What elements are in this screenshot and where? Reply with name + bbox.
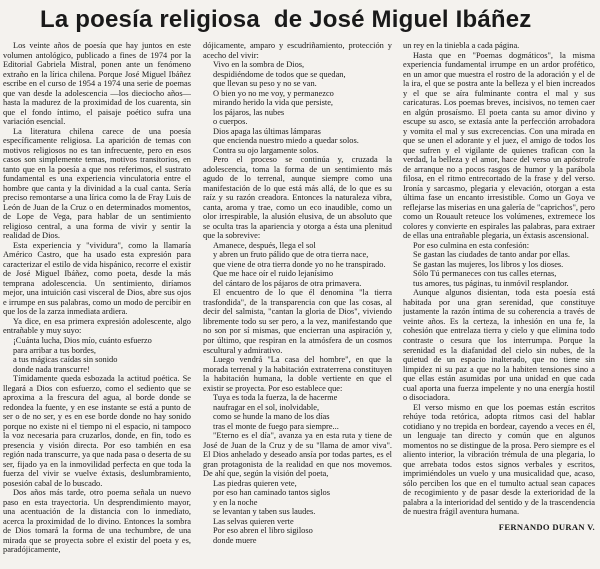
poem-line: tras el monte de fuego para siempre... — [213, 421, 339, 431]
column-1 — [3, 41, 191, 567]
paragraph: "Eterno es el día", avanza ya en esta ruta y tiene de José de Juan de la Cruz y de su "llama de amor viva". El Dios anhelado y deseado ansía por todas partes, es el gran protagonista de la realidad en que nos movemos. De ahí que, según la visión del poeta, — [203, 431, 392, 479]
poem-line: Por eso abren el libro sigiloso — [213, 526, 313, 536]
article-title — [40, 6, 580, 36]
paragraph: Esta experiencia y "vividura", como la llamaría Américo Castro, que ha usado esta expresión para caracterizar el estilo de vida hispánico, recorre el existir de José Miguel Ibáñez, como poeta, desde la más temprana adolescencia. Un sentimiento, diríamos mejor, una intuición casi visceral de Dios, abre sus ojos e irrumpe en sus palabras, como un modo de percibir en que los de la zarza inmediata ardiera. — [3, 240, 191, 317]
poem-line: que llevan su peso y no se van. — [213, 79, 317, 89]
poem-line: que viene de otra tierra donde yo no he transpirado. — [213, 259, 386, 269]
poem-line: como se hunde la mano de los días — [213, 412, 330, 422]
poem-line: Se gastan las mujeres, los libros y los dioses. — [413, 259, 564, 269]
poem-quote — [203, 479, 392, 546]
paragraph: La literatura chilena carece de una poesía específicamente religiosa. La aparición de temas con motivos religiosos no es tan infrecuente, pero en esos casos son simplemente temas, motivos transitorios, en tanto que en la poesía a que nos referimos, el sustrato fundamental es una experiencia vinculatoria entre el hombre que canta y la divinidad a la cual canta. Sería preciso remontarse a una lírica como la de Fray Luis de León de Juan de la Cruz o en determinados momentos, de Lope de Vega, para hablar de un sentimiento religioso central, a una forma de vivir y sentir la realidad de Dios. — [3, 126, 191, 241]
poem-line: para arribar a tus bordes, — [13, 345, 97, 355]
poem-line: Vivo en la sombra de Dios, — [213, 60, 305, 70]
poem-line: Tuya es toda la fuerza, la de hacerme — [213, 393, 338, 403]
poem-line: Dios apaga las últimas lámparas — [213, 126, 321, 136]
poem-line: Contra su ojo largamente solos. — [213, 145, 319, 155]
author-signature: FERNANDO DURAN V. — [498, 521, 595, 532]
paragraph: dójicamente, amparo y escudriñamiento, protección y acecho del vivir: — [203, 41, 392, 60]
paragraph: Hasta que en "Poemas dogmáticos", la misma experiencia fundamental irrumpe en un ardor profético, en un amor que muestra el rostro de la adoración y el de la ira, el que se postra ante la belleza y el bien increados y el que se aíra fulminante contra el mal y sus caricaturas. Los poemas breves, incisivos, no temen caer en algún prosaísmo. El poeta canta su amor divino y escupe su asco, se extasía ante la perfección arrobadora y vomita el mal y sus excrecencias. Con una mirada en que se unen el adorante y el juez, el amigo de todos los que sufren y el vigilante de quienes trafican con la verdad, la belleza y el amor, hace del verso un apóstrofe de arranque no a pocos rasgos de humor y la parábola filosa, en el ritmo entrecortado de la frase y del verso. Ironía y sarcasmo, plegaria y elevación, otorgan a esta última fase un encanto irresistible. Como un Goya ve reflejarse las miserias en una galería de "caprichos", pero como un Rouault reteuce los volúmenes, extremece los colores y convierte en espirales las palabras, para extraer de ellas una entrañable plegaria, un éxtasis ascensional. — [403, 50, 595, 241]
poem-line: naufragar en el sol, inolvidable, — [213, 402, 320, 412]
poem-line: despidiéndome de todos que se quedan, — [213, 69, 346, 79]
paragraph: un rey en la tiniebla a cada página. — [403, 41, 520, 50]
poem-line: se levantan y taben sus laudes. — [213, 507, 316, 517]
poem-line: ¡Cuánta lucha, Dios mío, cuánto esfuerzo — [13, 335, 152, 345]
title-part-2: de José Miguel Ibáñez — [273, 6, 532, 33]
poem-line: del cántaro de los pájaros de otra primavera. — [213, 278, 362, 288]
poem-line: donde nada transcurre! — [13, 364, 90, 374]
poem-line: Que me hace oír el ruido lejanísimo — [213, 269, 334, 279]
paragraph: Dos años más tarde, otro poema señala un nuevo paso en esta trayectoria. Un desprendimiento mayor, una acentuación de la distancia con lo inmediato, acerca la proximidad de lo divino. Entonces la sombra de Dios tomará la forma de una techumbre, de una mirada que se proyecta sobre el existir del poeta y es, paradójicamente, — [3, 488, 191, 555]
poem-line: Las piedras quieren vete, — [213, 478, 297, 488]
paragraph: Luego vendrá "La casa del hombre", en que la morada terrenal y la habitación extraterrena constituyen la habitación humana, la doble vertiente en que el existir se proyecta. Por eso establece que: — [203, 355, 392, 393]
poem-line: a tus mágicas caídas sin sonido — [13, 355, 118, 365]
poem-line: Las selvas quieren verte — [213, 516, 294, 526]
poem-line: o cuerpos. — [213, 117, 248, 127]
poem-line: Se gastan las ciudades de tanto andar por ellas. — [413, 250, 570, 260]
paragraph: El encuentro de lo que él denomina "la tierra trasfondida", de la transparencia con que las cosas, al decir del salmista, "cantan la gloria de Dios", viviendo libremente todo su ser pero, a la vez, manifestando que no son por sí mismas, que encierran una aspiración y, por último, que respiran en la atmósfera de un cosmos escultural y admirativo. — [203, 288, 392, 355]
poem-quote — [403, 250, 595, 288]
title-part-1: La poesía religiosa — [40, 6, 260, 33]
poem-quote — [203, 241, 392, 289]
paragraph: Por eso culmina en esta confesión: — [413, 240, 530, 250]
poem-line: por eso han caminado tantos siglos — [213, 488, 330, 498]
poem-line: y abren un fruto pálido que de otra tierra nace, — [213, 250, 369, 260]
poem-line: que encienda nuestro miedo a quedar solos. — [213, 136, 359, 146]
poem-line: O bien yo no me voy, y permanezco — [213, 88, 334, 98]
poem-quote — [3, 336, 191, 374]
poem-line: tus amores, tus páginas, tu inmóvil resplandor. — [413, 278, 569, 288]
poem-line: Sólo Tú permaneces con tus calles eternas, — [413, 269, 557, 279]
paragraph: Pero el proceso se continúa y, cruzada la adolescencia, toma la forma de un sentimiento más agudo de lo terrenal, aunque siempre como una manifestación de lo que está más allá, de lo que es su raíz y su razón creadora. Entonces la naturaleza vibra, canta, aroma y trae, como un eco inaudible, como un olor irrespirable, la alusión elusiva, de un absoluto que se oculta tras la apariencia y otorga a ésta una plenitud que la sobrevive: — [203, 155, 392, 241]
poem-line: mirando herido la vida que persiste, — [213, 98, 334, 108]
paragraph: Ya dice, en esa primera expresión adolescente, algo entrañable y muy suyo: — [3, 316, 191, 336]
column-2 — [203, 41, 392, 567]
paragraph: Los veinte años de poesía que hay juntos en este volumen antológico, publicado a fines de 1974 por la Editorial Gabriela Mistral, ponen ante un fenómeno extraño en la lírica chilena. Porque José Miguel Ibáñez escribe en el curso de 1954 a 1974 una serie de poemas que van desde la adolescencia —los dieciocho años— hasta la madurez de la proximidad de los cuarenta, sin que el fondo íntimo, el paisaje poético sufra una variación esencial. — [3, 41, 191, 127]
poem-line: los pájaros, las nubes — [213, 107, 285, 117]
paragraph: El verso mismo en que los poemas están escritos rehúye toda retórica, adopta ritmos casi del hablar cotidiano y no trepida en bordear, cayendo a veces en él, un lenguaje tan directo y común que en algunos momentos no se distingue de la prosa. Pero siempre es el aliento interior, la vibración trémula de una plegaria, lo que arrebata todos estos signos verbales y escritos, imprimiéndoles un vuelo y una musicalidad que, acaso, sólo perciben los que en el tumulto actual sean capaces de recogimiento y de pasar desde la exterioridad de la palabra a la interioridad del sentido y de la trascendencia de nuestra frágil aventura humana. — [403, 402, 595, 517]
poem-line: donde muere — [213, 535, 257, 545]
poem-quote — [203, 60, 392, 155]
column-3 — [403, 41, 595, 567]
poem-line: Amanece, después, llega el sol — [213, 240, 316, 250]
poem-line: y en la noche — [213, 497, 258, 507]
paragraph: Tímidamente queda esbozada la actitud poética. Se llegará a Dios con esfuerzo, como el sediento que se aproxima a la frescura del agua, al borde donde se redondea la fuente, y en ese instante se está a punto de ser o de no ser, y es en ese borde donde no hay sonido porque no existe ni el tiempo ni el espacio, ni tampoco la voz necesaria para cruzarlos, donde, en fin, todo es presencia y visión directa. Por eso también en esa región nada transcurre, ya que nada pasa o deserta de su ser, fijado ya en la inmovilidad perfecta en que toda la fuerza del vivir se vuelve éxtasis, deslumbramiento, posesión cabal de lo buscado. — [3, 374, 191, 488]
paragraph: Aunque algunos disientan, toda esta poesía está habitada por una gran serenidad, que constituye justamente la razón íntima de su coherencia a través de veinte años. Es la certeza, la inhesión en una fe, la cohesión que entrelaza tierra y cielo y que elimina todo contraste o cesura que los interrumpa. Porque la serenidad es la diafanidad del cielo sin nubes, de la quietud de un espacio inalterado, que no tiene sin limpidez ni su paz a que no la habiten tensiones sino a que ellas están asumidas por una unidad en que cada cual aporta una fuerza impelente y no una energía hostil o disociadora. — [403, 288, 595, 403]
poem-quote — [203, 393, 392, 431]
